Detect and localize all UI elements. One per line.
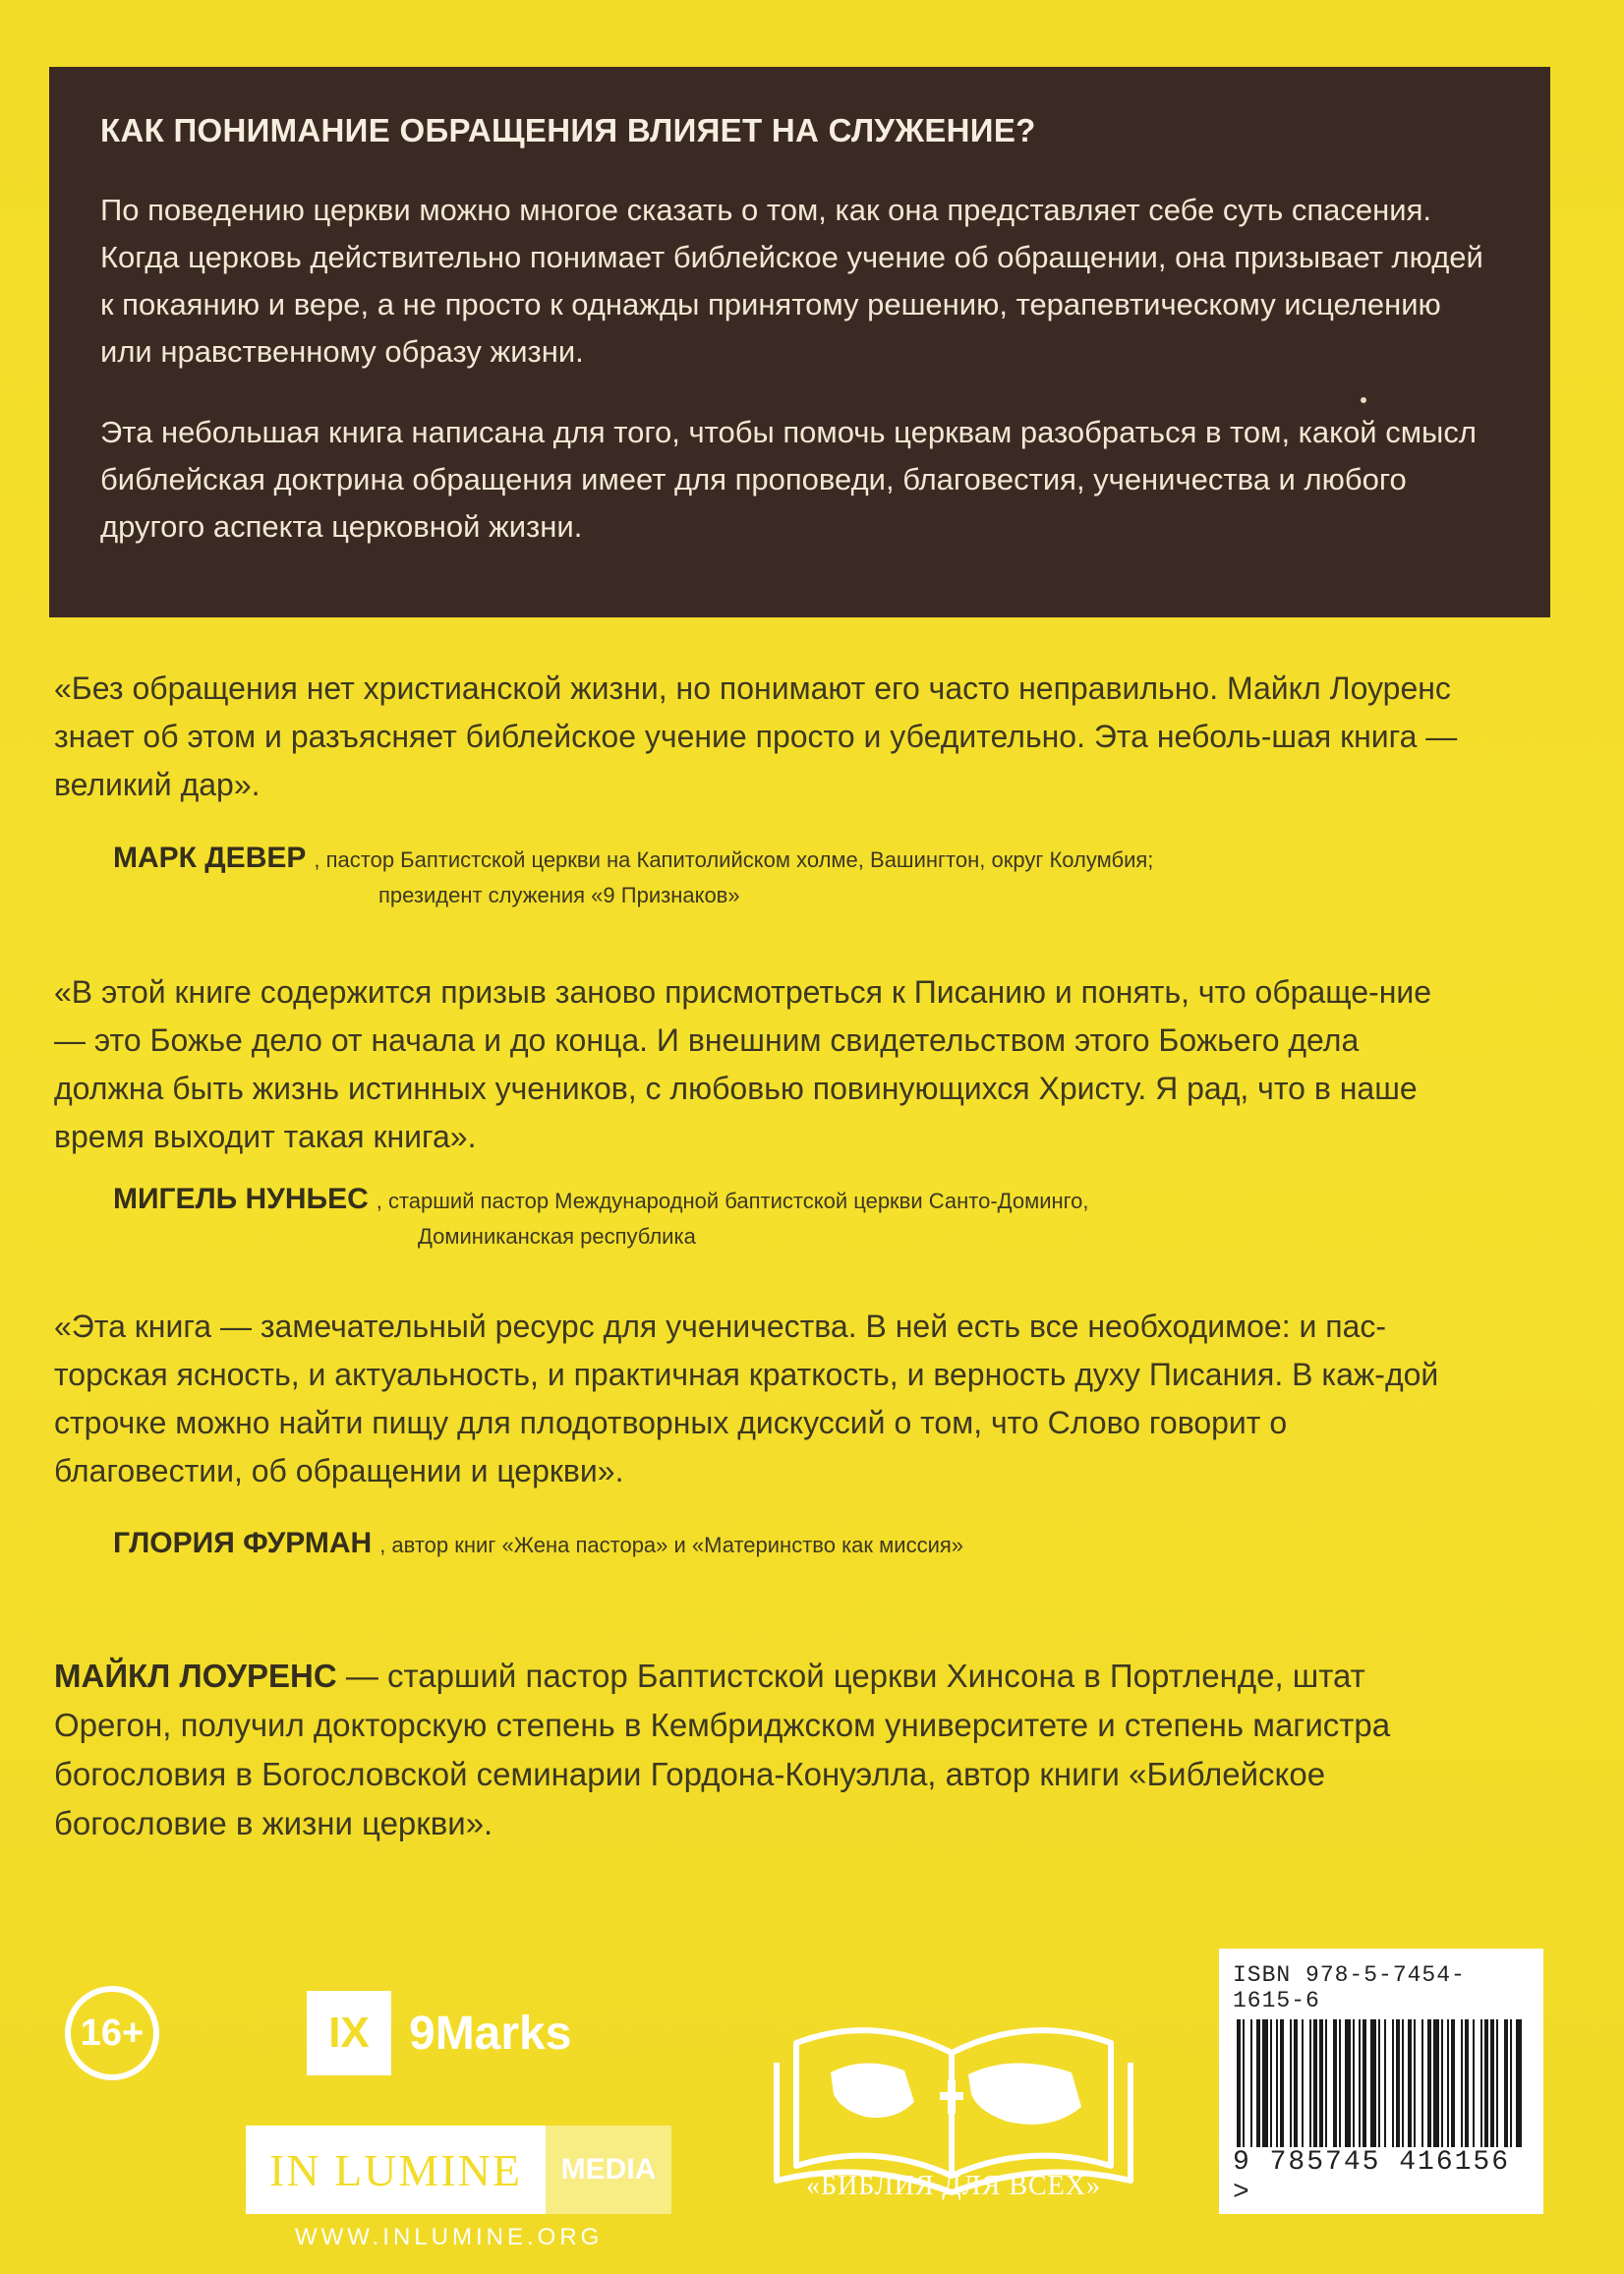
endorser-role-1: , пастор Баптистской церкви на Капитолийском холме, Вашингтон, округ Колумбия; bbox=[314, 847, 1154, 872]
ninemarks-logo bbox=[307, 1991, 571, 2075]
endorsement-quote-3: «Эта книга — замечательный ресурс для ученичества. В ней есть все необходимое: и пас-торская ясность, и актуальность, и практичная краткость, и верность духу Писания. В каж-дой строчке можно найти пищу для плодотворных дискуссий о том, что Слово говорит о благовестии, об обращении и церкви». bbox=[54, 1309, 1439, 1488]
endorser-name-3: ГЛОРИЯ ФУРМАН bbox=[113, 1527, 373, 1559]
ninemarks-mark: IX bbox=[307, 1991, 391, 2075]
speck-dot bbox=[1361, 397, 1366, 403]
author-bio bbox=[54, 1652, 1470, 1848]
isbn-label: ISBN 978-5-7454-1615-6 bbox=[1233, 1962, 1466, 2013]
endorser-role-2-line2: Доминиканская республика bbox=[418, 1224, 696, 1249]
barcode-digits: 9 785745 416156 > bbox=[1233, 2147, 1537, 2208]
author-name: МАЙКЛ ЛОУРЕНС bbox=[54, 1658, 337, 1694]
ninemarks-name: 9Marks bbox=[409, 2007, 572, 2060]
inlumine-media: MEDIA bbox=[546, 2126, 671, 2214]
bible-society-name: «БИБЛИЯ ДЛЯ ВСЕХ» bbox=[805, 2171, 1101, 2201]
endorsement-quote-1: «Без обращения нет христианской жизни, но понимают его часто неправильно. Майкл Лоуренс знает об этом и разъясняет библейское учение просто и убедительно. Эта неболь-шая книга — великий дар». bbox=[54, 671, 1458, 802]
summary-title: КАК ПОНИМАНИЕ ОБРАЩЕНИЯ ВЛИЯЕТ НА СЛУЖЕНИЕ? bbox=[100, 112, 1036, 148]
endorsement-attribution-3 bbox=[113, 1526, 1489, 1563]
endorsement-quote-2: «В этой книге содержится призыв заново присмотреться к Писанию и понять, что обраще-ние — это Божье дело от начала и до конца. И внешним свидетельством этого Божьего дела должна быть жизнь истинных учеников, с любовью повинующихся Христу. Я рад, что в наше время выходит такая книга». bbox=[54, 974, 1432, 1154]
endorsement-attribution-2 bbox=[113, 1182, 1489, 1254]
endorser-role-1-line2: президент служения «9 Признаков» bbox=[378, 883, 740, 907]
endorser-role-3: , автор книг «Жена пастора» и «Материнство как миссия» bbox=[379, 1533, 964, 1557]
endorser-name-1: МАРК ДЕВЕР bbox=[113, 842, 307, 874]
age-rating-badge: 16+ bbox=[65, 1986, 159, 2080]
inlumine-name: IN LUMINE bbox=[246, 2126, 546, 2214]
endorsement-attribution-1 bbox=[113, 841, 1489, 913]
endorser-name-2: МИГЕЛЬ НУНЬЕС bbox=[113, 1183, 369, 1215]
summary-paragraph-2: Эта небольшая книга написана для того, чтобы помочь церквам разобраться в том, какой смысл библейская доктрина обращения имеет для проповеди, благовестия, ученичества и любого другого аспекта церковной жизни. bbox=[100, 415, 1477, 544]
inlumine-url: WWW.INLUMINE.ORG bbox=[295, 2224, 604, 2250]
endorser-role-2: , старший пастор Международной баптистской церкви Санто-Доминго, bbox=[376, 1189, 1089, 1213]
isbn-barcode bbox=[1219, 1949, 1543, 2214]
summary-box bbox=[49, 67, 1550, 617]
inlumine-logo bbox=[246, 2126, 671, 2214]
author-bio-text: — старший пастор Баптистской церкви Хинсона в Портленде, штат Орегон, получил докторскую степень в Кембриджском университете и степень магистра богословия в Богословской семинарии Гордона-Конуэлла, автор книги «Библейское богословие в жизни церкви». bbox=[54, 1658, 1391, 1841]
summary-paragraph-1: По поведению церкви можно многое сказать о том, как она представляет себе суть спасения. Когда церковь действительно понимает библейское учение об обращении, она призывает людей к покаянию и вере, а не просто к однажды принятому решению, терапевтическому исцелению или нравственному образу жизни. bbox=[100, 193, 1483, 369]
